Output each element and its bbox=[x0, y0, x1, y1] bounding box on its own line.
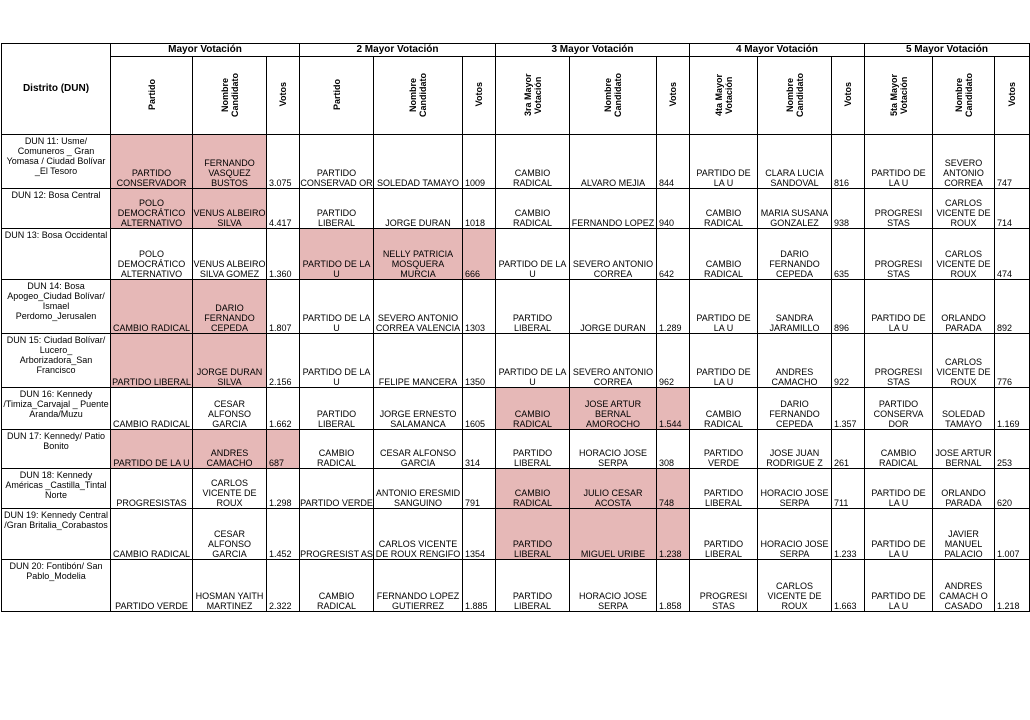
candidate-cell: JORGE DURAN SILVA bbox=[193, 334, 267, 388]
candidate-cell: ANTONIO ERESMID SANGUINO bbox=[374, 469, 463, 509]
votes-cell: 1009 bbox=[463, 135, 496, 189]
table-row bbox=[2, 388, 1030, 430]
table-row bbox=[2, 469, 1030, 509]
candidate-cell: DARIO FERNANDO CEPEDA bbox=[758, 229, 832, 280]
party-cell: PROGRESISTAS bbox=[111, 469, 193, 509]
party-cell: PARTIDO DE LA U bbox=[496, 334, 570, 388]
party-cell: PARTIDO LIBERAL bbox=[300, 388, 374, 430]
candidate-cell: FERNANDO VASQUEZ BUSTOS bbox=[193, 135, 267, 189]
table-row bbox=[2, 509, 1030, 560]
votes-cell: 816 bbox=[832, 135, 865, 189]
table-row bbox=[2, 430, 1030, 469]
party-cell: PARTIDO CONSERVA DOR bbox=[865, 388, 933, 430]
candidate-cell: JOSE ARTUR BERNAL AMOROCHO bbox=[570, 388, 657, 430]
votes-cell: 620 bbox=[995, 469, 1030, 509]
candidate-cell: ANDRES CAMACHO bbox=[758, 334, 832, 388]
subheader-g5-party bbox=[865, 57, 933, 135]
party-cell: PARTIDO DE LA U bbox=[865, 560, 933, 612]
party-cell: PARTIDO DE LA U bbox=[111, 430, 193, 469]
votes-cell: 635 bbox=[832, 229, 865, 280]
party-cell: PARTIDO LIBERAL bbox=[300, 189, 374, 229]
votes-cell: 1.544 bbox=[657, 388, 690, 430]
candidate-cell: CESAR ALFONSO GARCIA bbox=[193, 509, 267, 560]
votes-cell: 1.662 bbox=[267, 388, 300, 430]
party-cell: CAMBIO RADICAL bbox=[496, 388, 570, 430]
party-cell: PARTIDO CONSERVADOR bbox=[111, 135, 193, 189]
subheader-g1-party bbox=[111, 57, 193, 135]
subheader-label: Votos bbox=[278, 82, 288, 107]
subheader-label: Partido bbox=[331, 78, 342, 110]
party-cell: PROGRESI STAS bbox=[865, 334, 933, 388]
subheader-g1-votes bbox=[267, 57, 300, 135]
votes-cell: 892 bbox=[995, 280, 1030, 334]
party-cell: PARTIDO DE LA U bbox=[865, 135, 933, 189]
votes-cell: 748 bbox=[657, 469, 690, 509]
votes-cell: 314 bbox=[463, 430, 496, 469]
candidate-cell: JORGE DURAN bbox=[570, 280, 657, 334]
subheader-g3-votes bbox=[657, 57, 690, 135]
results-table bbox=[1, 43, 1030, 612]
votes-cell: 1.233 bbox=[832, 509, 865, 560]
votes-cell: 642 bbox=[657, 229, 690, 280]
candidate-cell: CARLOS VICENTE DE ROUX bbox=[193, 469, 267, 509]
votes-cell: 666 bbox=[463, 229, 496, 280]
candidate-cell: CARLOS VICENTE DE ROUX RENGIFO bbox=[374, 509, 463, 560]
party-cell: PARTIDO VERDE bbox=[111, 560, 193, 612]
candidate-cell: VENUS ALBEIRO SILVA GOMEZ bbox=[193, 229, 267, 280]
party-cell: PARTIDO LIBERAL bbox=[496, 509, 570, 560]
party-cell: CAMBIO RADICAL bbox=[690, 229, 758, 280]
subheader-g5-candidate bbox=[933, 57, 995, 135]
distrito-cell: DUN 13: Bosa Occidental bbox=[2, 229, 111, 280]
subheader-g2-votes bbox=[463, 57, 496, 135]
subheader-label: 4ta Mayor Votación bbox=[713, 73, 734, 116]
candidate-cell: SOLEDAD TAMAYO bbox=[933, 388, 995, 430]
votes-cell: 1.007 bbox=[995, 509, 1030, 560]
candidate-cell: ALVARO MEJIA bbox=[570, 135, 657, 189]
votes-cell: 1.298 bbox=[267, 469, 300, 509]
subheader-label: Nombre Candidato bbox=[603, 72, 623, 117]
votes-cell: 747 bbox=[995, 135, 1030, 189]
candidate-cell: SEVERO ANTONIO CORREA bbox=[933, 135, 995, 189]
party-cell: PROGRESI STAS bbox=[865, 189, 933, 229]
candidate-cell: HOSMAN YAITH MARTINEZ bbox=[193, 560, 267, 612]
party-cell: PARTIDO LIBERAL bbox=[496, 560, 570, 612]
distrito-cell: DUN 20: Fontibón/ San Pablo_Modelia bbox=[2, 560, 111, 612]
subheader-g2-party bbox=[300, 57, 374, 135]
votes-cell: 308 bbox=[657, 430, 690, 469]
distrito-cell: DUN 12: Bosa Central bbox=[2, 189, 111, 229]
votes-cell: 1.289 bbox=[657, 280, 690, 334]
subheader-label: Votos bbox=[1007, 82, 1017, 107]
votes-cell: 1350 bbox=[463, 334, 496, 388]
candidate-cell: CARLOS VICENTE DE ROUX bbox=[933, 229, 995, 280]
votes-cell: 844 bbox=[657, 135, 690, 189]
party-cell: PARTIDO DE LA U bbox=[865, 509, 933, 560]
distrito-cell: DUN 17: Kennedy/ Patio Bonito bbox=[2, 430, 111, 469]
party-cell: PROGRESI STAS bbox=[690, 560, 758, 612]
party-cell: CAMBIO RADICAL bbox=[300, 430, 374, 469]
subheader-label: Nombre Candidato bbox=[953, 72, 974, 117]
votes-cell: 2.156 bbox=[267, 334, 300, 388]
votes-cell: 791 bbox=[463, 469, 496, 509]
candidate-cell: DARIO FERNANDO CEPEDA bbox=[758, 388, 832, 430]
party-cell: PROGRESI STAS bbox=[865, 229, 933, 280]
table-row bbox=[2, 334, 1030, 388]
votes-cell: 1.169 bbox=[995, 388, 1030, 430]
candidate-cell: ORLANDO PARADA bbox=[933, 280, 995, 334]
candidate-cell: MIGUEL URIBE bbox=[570, 509, 657, 560]
votes-cell: 261 bbox=[832, 430, 865, 469]
party-cell: CAMBIO RADICAL bbox=[111, 509, 193, 560]
candidate-cell: ORLANDO PARADA bbox=[933, 469, 995, 509]
candidate-cell: NELLY PATRICIA MOSQUERA MURCIA bbox=[374, 229, 463, 280]
candidate-cell: JOSE ARTUR BERNAL bbox=[933, 430, 995, 469]
candidate-cell: JAVIER MANUEL PALACIO bbox=[933, 509, 995, 560]
header-group-3: 3 Mayor Votación bbox=[496, 44, 690, 57]
votes-cell: 922 bbox=[832, 334, 865, 388]
candidate-cell: JORGE DURAN bbox=[374, 189, 463, 229]
party-cell: PARTIDO LIBERAL bbox=[690, 469, 758, 509]
subheader-g3-party bbox=[496, 57, 570, 135]
party-cell: PARTIDO DE LA U bbox=[300, 334, 374, 388]
candidate-cell: SEVERO ANTONIO CORREA bbox=[570, 229, 657, 280]
distrito-cell: DUN 14: Bosa Apogeo_Ciudad Bolívar/ Ismael Perdomo_Jerusalen bbox=[2, 280, 111, 334]
party-cell: PARTIDO DE LA U bbox=[865, 469, 933, 509]
votes-cell: 711 bbox=[832, 469, 865, 509]
party-cell: CAMBIO RADICAL bbox=[690, 189, 758, 229]
candidate-cell: CESAR ALFONSO GARCIA bbox=[193, 388, 267, 430]
votes-cell: 896 bbox=[832, 280, 865, 334]
votes-cell: 687 bbox=[267, 430, 300, 469]
candidate-cell: JULIO CESAR ACOSTA bbox=[570, 469, 657, 509]
candidate-cell: SEVERO ANTONIO CORREA bbox=[570, 334, 657, 388]
party-cell: PARTIDO LIBERAL bbox=[690, 509, 758, 560]
results-table-container bbox=[1, 43, 1030, 612]
candidate-cell: SOLEDAD TAMAYO bbox=[374, 135, 463, 189]
votes-cell: 1.858 bbox=[657, 560, 690, 612]
party-cell: PROGRESIST AS bbox=[300, 509, 374, 560]
header-group-1: Mayor Votación bbox=[111, 44, 300, 57]
distrito-cell: DUN 11: Usme/ Comuneros _ Gran Yomasa / Ciudad Bolívar _El Tesoro bbox=[2, 135, 111, 189]
candidate-cell: CLARA LUCIA SANDOVAL bbox=[758, 135, 832, 189]
votes-cell: 714 bbox=[995, 189, 1030, 229]
votes-cell: 1.218 bbox=[995, 560, 1030, 612]
subheader-label: Nombre Candidato bbox=[219, 72, 240, 117]
party-cell: CAMBIO RADICAL bbox=[865, 430, 933, 469]
votes-cell: 2.322 bbox=[267, 560, 300, 612]
votes-cell: 1.357 bbox=[832, 388, 865, 430]
distrito-cell: DUN 15: Ciudad Bolívar/ Lucero_ Arborizadora_San Francisco bbox=[2, 334, 111, 388]
votes-cell: 1.885 bbox=[463, 560, 496, 612]
subheader-label: 3ra Mayor Votación bbox=[522, 73, 543, 116]
votes-cell: 253 bbox=[995, 430, 1030, 469]
table-row bbox=[2, 280, 1030, 334]
candidate-cell: CARLOS VICENTE DE ROUX bbox=[933, 189, 995, 229]
candidate-cell: HORACIO JOSE SERPA bbox=[570, 430, 657, 469]
table-row bbox=[2, 135, 1030, 189]
votes-cell: 1.452 bbox=[267, 509, 300, 560]
party-cell: CAMBIO RADICAL bbox=[111, 280, 193, 334]
subheader-label: Votos bbox=[843, 82, 853, 107]
votes-cell: 776 bbox=[995, 334, 1030, 388]
header-group-2: 2 Mayor Votación bbox=[300, 44, 496, 57]
candidate-cell: CESAR ALFONSO GARCIA bbox=[374, 430, 463, 469]
table-row bbox=[2, 560, 1030, 612]
party-cell: PARTIDO DE LA U bbox=[300, 229, 374, 280]
header-group-5: 5 Mayor Votación bbox=[865, 44, 1030, 57]
candidate-cell: FERNANDO LOPEZ GUTIERREZ bbox=[374, 560, 463, 612]
votes-cell: 940 bbox=[657, 189, 690, 229]
party-cell: CAMBIO RADICAL bbox=[496, 469, 570, 509]
candidate-cell: HORACIO JOSE SERPA bbox=[758, 469, 832, 509]
header-group-4: 4 Mayor Votación bbox=[690, 44, 865, 57]
distrito-cell: DUN 19: Kennedy Central /Gran Britalia_Corabastos bbox=[2, 509, 111, 560]
subheader-g1-candidate bbox=[193, 57, 267, 135]
party-cell: PARTIDO DE LA U bbox=[690, 280, 758, 334]
candidate-cell: HORACIO JOSE SERPA bbox=[570, 560, 657, 612]
votes-cell: 1303 bbox=[463, 280, 496, 334]
subheader-g3-candidate bbox=[570, 57, 657, 135]
party-cell: CAMBIO RADICAL bbox=[690, 388, 758, 430]
table-row bbox=[2, 189, 1030, 229]
candidate-cell: HORACIO JOSE SERPA bbox=[758, 509, 832, 560]
subheader-label: Nombre Candidato bbox=[408, 72, 428, 117]
party-cell: PARTIDO DE LA U bbox=[300, 280, 374, 334]
candidate-cell: FERNANDO LOPEZ bbox=[570, 189, 657, 229]
candidate-cell: SANDRA JARAMILLO bbox=[758, 280, 832, 334]
candidate-cell: JORGE ERNESTO SALAMANCA bbox=[374, 388, 463, 430]
subheader-g5-votes bbox=[995, 57, 1030, 135]
party-cell: PARTIDO LIBERAL bbox=[496, 430, 570, 469]
votes-cell: 938 bbox=[832, 189, 865, 229]
subheader-label: Partido bbox=[146, 78, 157, 110]
party-cell: PARTIDO LIBERAL bbox=[496, 280, 570, 334]
subheader-g4-votes bbox=[832, 57, 865, 135]
votes-cell: 1.238 bbox=[657, 509, 690, 560]
votes-cell: 1.807 bbox=[267, 280, 300, 334]
header-distrito: Distrito (DUN) bbox=[2, 44, 111, 135]
distrito-cell: DUN 18: Kennedy Américas _Castilla_Tintal Norte bbox=[2, 469, 111, 509]
votes-cell: 962 bbox=[657, 334, 690, 388]
party-cell: POLO DEMOCRÁTICO ALTERNATIVO bbox=[111, 189, 193, 229]
party-cell: PARTIDO DE LA U bbox=[865, 280, 933, 334]
subheader-g2-candidate bbox=[374, 57, 463, 135]
votes-cell: 4.417 bbox=[267, 189, 300, 229]
candidate-cell: ANDRES CAMACH O CASADO bbox=[933, 560, 995, 612]
party-cell: PARTIDO DE LA U bbox=[496, 229, 570, 280]
candidate-cell: CARLOS VICENTE DE ROUX bbox=[758, 560, 832, 612]
subheader-label: 5ta Mayor Votación bbox=[888, 73, 909, 116]
party-cell: PARTIDO CONSERVAD OR bbox=[300, 135, 374, 189]
party-cell: POLO DEMOCRÁTICO ALTERNATIVO bbox=[111, 229, 193, 280]
candidate-cell: FELIPE MANCERA bbox=[374, 334, 463, 388]
candidate-cell: CARLOS VICENTE DE ROUX bbox=[933, 334, 995, 388]
subheader-g4-party bbox=[690, 57, 758, 135]
candidate-cell: JOSE JUAN RODRIGUE Z bbox=[758, 430, 832, 469]
party-cell: PARTIDO VERDE bbox=[300, 469, 374, 509]
votes-cell: 3.075 bbox=[267, 135, 300, 189]
party-cell: PARTIDO LIBERAL bbox=[111, 334, 193, 388]
party-cell: CAMBIO RADICAL bbox=[496, 189, 570, 229]
party-cell: CAMBIO RADICAL bbox=[496, 135, 570, 189]
votes-cell: 474 bbox=[995, 229, 1030, 280]
distrito-cell: DUN 16: Kennedy /Timiza_Carvajal _ Puente Aranda/Muzu bbox=[2, 388, 111, 430]
party-cell: CAMBIO RADICAL bbox=[300, 560, 374, 612]
candidate-cell: VENUS ALBEIRO SILVA bbox=[193, 189, 267, 229]
candidate-cell: SEVERO ANTONIO CORREA VALENCIA bbox=[374, 280, 463, 334]
votes-cell: 1605 bbox=[463, 388, 496, 430]
candidate-cell: MARIA SUSANA GONZALEZ bbox=[758, 189, 832, 229]
votes-cell: 1.360 bbox=[267, 229, 300, 280]
subheader-label: Votos bbox=[668, 82, 678, 107]
party-cell: CAMBIO RADICAL bbox=[111, 388, 193, 430]
table-row bbox=[2, 229, 1030, 280]
party-cell: PARTIDO DE LA U bbox=[690, 135, 758, 189]
votes-cell: 1354 bbox=[463, 509, 496, 560]
subheader-label: Votos bbox=[474, 82, 484, 107]
party-cell: PARTIDO VERDE bbox=[690, 430, 758, 469]
candidate-cell: DARIO FERNANDO CEPEDA bbox=[193, 280, 267, 334]
party-cell: PARTIDO DE LA U bbox=[690, 334, 758, 388]
candidate-cell: ANDRES CAMACHO bbox=[193, 430, 267, 469]
subheader-g4-candidate bbox=[758, 57, 832, 135]
votes-cell: 1.663 bbox=[832, 560, 865, 612]
subheader-label: Nombre Candidato bbox=[784, 72, 805, 117]
votes-cell: 1018 bbox=[463, 189, 496, 229]
